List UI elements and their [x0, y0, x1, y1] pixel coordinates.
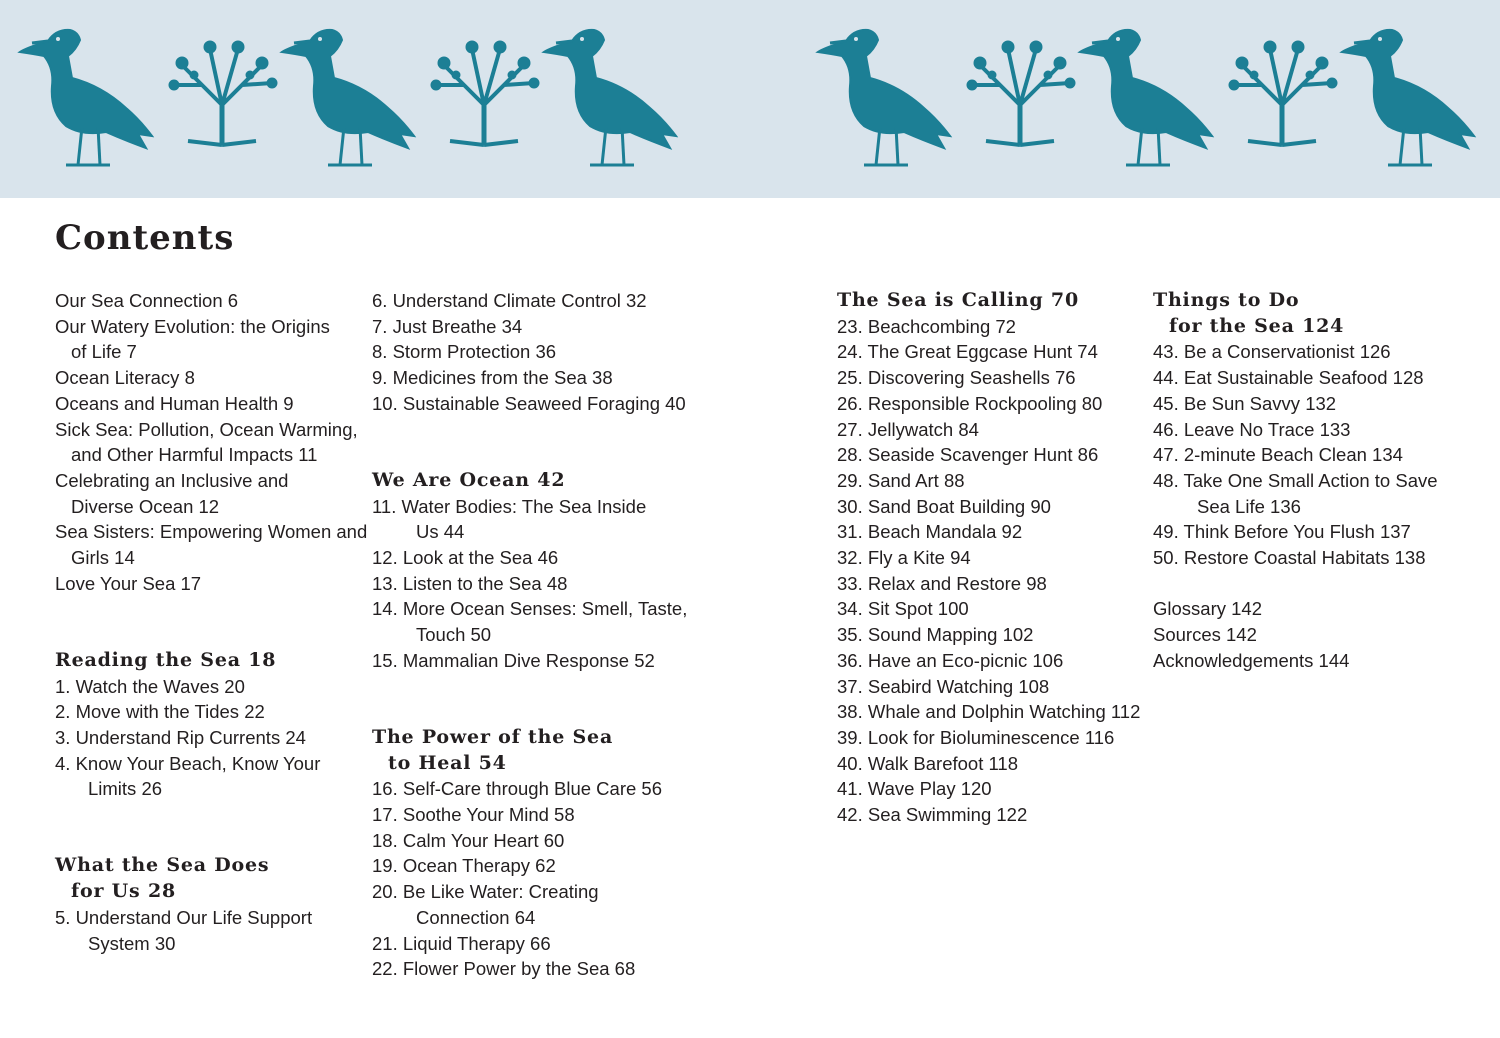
toc-entry[interactable]: Celebrating an Inclusive and Diverse Ocean 12: [55, 469, 289, 517]
section-heading[interactable]: The Power of the Sea to Heal 54: [372, 725, 614, 774]
seagull-icon: [1080, 30, 1212, 165]
toc-entry[interactable]: 10. Sustainable Seaweed Foraging 40: [372, 392, 686, 414]
toc-entry[interactable]: 43. Be a Conservationist 126: [1153, 341, 1391, 363]
toc-entry[interactable]: 33. Relax and Restore 98: [837, 572, 1047, 594]
toc-entry[interactable]: 23. Beachcombing 72: [837, 315, 1016, 337]
toc-entry[interactable]: 34. Sit Spot 100: [837, 598, 969, 620]
toc-entry[interactable]: 45. Be Sun Savvy 132: [1153, 392, 1337, 414]
section-heading[interactable]: Reading the Sea 18: [55, 648, 277, 671]
toc-entry[interactable]: 9. Medicines from the Sea 38: [372, 367, 613, 389]
contents-column-4: [1153, 288, 1483, 674]
seagull-icon: [282, 30, 414, 165]
section-heading[interactable]: We Are Ocean 42: [372, 468, 566, 491]
toc-entry[interactable]: 37. Seabird Watching 108: [837, 675, 1050, 697]
toc-entry[interactable]: 4. Know Your Beach, Know Your Limits 26: [55, 752, 321, 800]
toc-entry[interactable]: 32. Fly a Kite 94: [837, 547, 971, 569]
toc-entry[interactable]: 21. Liquid Therapy 66: [372, 932, 551, 954]
toc-entry[interactable]: 39. Look for Bioluminescence 116: [837, 726, 1115, 748]
spacer: [55, 802, 355, 853]
banner-illustration: [0, 0, 1500, 198]
toc-entry[interactable]: 8. Storm Protection 36: [372, 341, 557, 363]
section-heading[interactable]: The Sea is Calling 70: [837, 289, 1079, 311]
seagull-icon: [818, 30, 950, 165]
page-title: Contents: [55, 218, 235, 258]
toc-entry[interactable]: 11. Water Bodies: The Sea Inside Us 44: [372, 495, 647, 543]
toc-entry[interactable]: 18. Calm Your Heart 60: [372, 829, 565, 851]
toc-entry[interactable]: Sick Sea: Pollution, Ocean Warming, and Other Harmful Impacts 11: [55, 418, 358, 466]
toc-entry[interactable]: 42. Sea Swimming 122: [837, 804, 1028, 826]
toc-entry[interactable]: 38. Whale and Dolphin Watching 112: [837, 701, 1141, 723]
toc-entry[interactable]: Our Watery Evolution: the Origins of Life 7: [55, 315, 330, 363]
toc-entry[interactable]: 22. Flower Power by the Sea 68: [372, 958, 636, 980]
section-heading[interactable]: Things to Do for the Sea 124: [1153, 289, 1345, 337]
toc-entry[interactable]: 12. Look at the Sea 46: [372, 547, 559, 569]
toc-entry[interactable]: 41. Wave Play 120: [837, 778, 992, 800]
toc-entry[interactable]: 36. Have an Eco-picnic 106: [837, 649, 1064, 671]
spacer: [372, 674, 692, 725]
toc-entry[interactable]: Sea Sisters: Empowering Women and Girls 14: [55, 521, 368, 569]
spacer: [372, 417, 692, 468]
section-heading[interactable]: What the Sea Does for Us 28: [55, 854, 270, 903]
toc-entry[interactable]: 19. Ocean Therapy 62: [372, 855, 556, 877]
toc-entry[interactable]: Glossary 142: [1153, 598, 1262, 620]
contents-column-3: [837, 288, 1147, 828]
toc-entry[interactable]: 15. Mammalian Dive Response 52: [372, 649, 655, 671]
seagull-icon: [544, 30, 676, 165]
contents-column-1: [55, 288, 368, 956]
toc-entry[interactable]: 35. Sound Mapping 102: [837, 624, 1034, 646]
seaweed-icon: [967, 41, 1075, 145]
toc-entry[interactable]: 40. Walk Barefoot 118: [837, 752, 1018, 774]
toc-entry[interactable]: 7. Just Breathe 34: [372, 315, 523, 337]
toc-entry[interactable]: 26. Responsible Rockpooling 80: [837, 392, 1103, 414]
toc-entry[interactable]: Ocean Literacy 8: [55, 367, 195, 389]
toc-entry[interactable]: 14. More Ocean Senses: Smell, Taste, Touch 50: [372, 598, 688, 646]
toc-entry[interactable]: 47. 2-minute Beach Clean 134: [1153, 444, 1403, 466]
toc-entry[interactable]: 49. Think Before You Flush 137: [1153, 521, 1411, 543]
toc-entry[interactable]: 13. Listen to the Sea 48: [372, 572, 568, 594]
toc-entry[interactable]: 3. Understand Rip Currents 24: [55, 726, 306, 748]
toc-entry[interactable]: 46. Leave No Trace 133: [1153, 418, 1351, 440]
toc-entry[interactable]: 16. Self-Care through Blue Care 56: [372, 778, 663, 800]
spacer: [1153, 571, 1483, 597]
toc-entry[interactable]: Love Your Sea 17: [55, 572, 202, 594]
toc-entry[interactable]: 20. Be Like Water: Creating Connection 64: [372, 881, 599, 928]
toc-entry[interactable]: 25. Discovering Seashells 76: [837, 367, 1076, 389]
toc-entry[interactable]: Sources 142: [1153, 624, 1257, 646]
toc-entry[interactable]: 2. Move with the Tides 22: [55, 701, 265, 723]
decorative-banner: [0, 0, 1500, 198]
seaweed-icon: [169, 41, 277, 145]
toc-entry[interactable]: 1. Watch the Waves 20: [55, 675, 245, 697]
seaweed-icon: [1229, 41, 1337, 145]
seagull-icon: [20, 30, 152, 165]
toc-entry[interactable]: 27. Jellywatch 84: [837, 418, 979, 440]
spacer: [55, 596, 355, 647]
toc-entry[interactable]: 31. Beach Mandala 92: [837, 521, 1023, 543]
seaweed-icon: [431, 41, 539, 145]
seagull-icon: [1342, 30, 1474, 165]
toc-entry[interactable]: 24. The Great Eggcase Hunt 74: [837, 341, 1098, 363]
toc-entry[interactable]: 29. Sand Art 88: [837, 469, 965, 491]
toc-entry[interactable]: 5. Understand Our Life Support System 30: [55, 906, 313, 954]
toc-entry[interactable]: Oceans and Human Health 9: [55, 392, 294, 414]
toc-entry[interactable]: Acknowledgements 144: [1153, 649, 1350, 671]
toc-entry[interactable]: 48. Take One Small Action to Save Sea Life 136: [1153, 469, 1438, 517]
toc-entry[interactable]: 17. Soothe Your Mind 58: [372, 804, 575, 826]
toc-entry[interactable]: 50. Restore Coastal Habitats 138: [1153, 547, 1426, 569]
toc-entry[interactable]: 28. Seaside Scavenger Hunt 86: [837, 444, 1099, 466]
toc-entry[interactable]: 6. Understand Climate Control 32: [372, 290, 647, 311]
contents-column-2: [372, 288, 692, 982]
toc-entry[interactable]: 30. Sand Boat Building 90: [837, 495, 1051, 517]
toc-entry[interactable]: 44. Eat Sustainable Seafood 128: [1153, 367, 1424, 389]
toc-entry[interactable]: Our Sea Connection 6: [55, 290, 239, 311]
